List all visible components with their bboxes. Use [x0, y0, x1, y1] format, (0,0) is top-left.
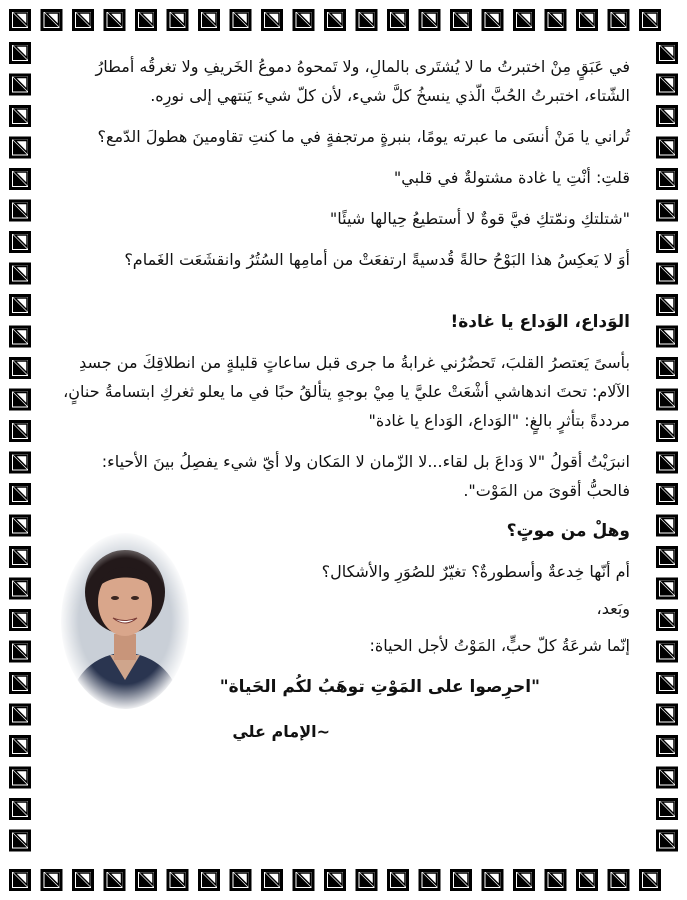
triangle-square-icon	[609, 11, 628, 30]
triangle-square-icon	[658, 642, 677, 661]
triangle-square-icon	[483, 11, 502, 30]
paragraph-4: "شتلتكِ ونمّتكِ فيَّ قوةٌ لا أستطيعُ حِيالها شيئًا"	[329, 209, 630, 228]
triangle-square-icon	[658, 453, 677, 472]
triangle-square-icon	[11, 264, 30, 283]
triangle-square-icon	[658, 579, 677, 598]
paragraph-2: تُراني يا مَنْ أنسَى ما عبرته يومًا، بنبرةٍ مرتجفةٍ في ما كنتِ تقاومينَ هطولَ الدّمع؟	[97, 127, 630, 146]
triangle-square-icon	[658, 768, 677, 787]
triangle-square-icon	[658, 75, 677, 94]
triangle-square-icon	[11, 579, 30, 598]
triangle-square-icon	[658, 170, 677, 189]
triangle-square-icon	[420, 11, 439, 30]
triangle-square-icon	[357, 871, 376, 890]
paragraph-7: انبرَيْتُ أقولُ "لا وَداعَ بل لقاء...لا الزّمان لا المَكان ولا أيّ شيء يفصِلُ بينَ الأحياء: فالحبُّ أقوىَ من المَوْت".	[101, 452, 630, 500]
paragraph-3: قلتِ: أنْتِ يا غادة مشتولةٌ في قلبي"	[393, 168, 630, 187]
triangle-square-icon	[578, 11, 597, 30]
triangle-square-icon	[326, 11, 345, 30]
triangle-square-icon	[658, 800, 677, 819]
triangle-square-icon	[483, 871, 502, 890]
triangle-square-icon	[420, 871, 439, 890]
triangle-square-icon	[11, 674, 30, 693]
triangle-square-icon	[11, 611, 30, 630]
triangle-square-icon	[11, 107, 30, 126]
triangle-square-icon	[11, 422, 30, 441]
triangle-square-icon	[658, 737, 677, 756]
triangle-square-icon	[658, 359, 677, 378]
triangle-square-icon	[658, 548, 677, 567]
triangle-square-icon	[11, 170, 30, 189]
triangle-square-icon	[11, 296, 30, 315]
triangle-square-icon	[11, 75, 30, 94]
paragraph-10: إنّما شرعَةُ كلّ حبٍّ، المَوْتُ لأجل الحياة:	[369, 636, 630, 655]
triangle-square-icon	[578, 871, 597, 890]
paragraph-6: بأسىً يَعتصرُ القلبَ، تَحضُرُني غرابةُ ما جرى قبل ساعاتٍ قليلةٍ من انطلاقِكَ من جسدِ الآلام: تحتَ اندهاشي أشْعَتْ عليَّ يا مِيْ بوجهٍ يتألقُ حبًا في ما يعلو ثغركِ ابتسامةُ حنانٍ، مرددةً بتأثرٍ بالغٍ: "الوَداع، الوَداع يا غادة"	[63, 353, 630, 430]
triangle-square-icon	[11, 737, 30, 756]
triangle-square-icon	[200, 11, 219, 30]
triangle-square-icon	[11, 516, 30, 535]
triangle-square-icon	[515, 871, 534, 890]
triangle-square-icon	[658, 233, 677, 252]
triangle-square-icon	[658, 611, 677, 630]
triangle-square-icon	[263, 871, 282, 890]
triangle-square-icon	[105, 871, 124, 890]
triangle-square-icon	[11, 831, 30, 850]
triangle-square-icon	[294, 871, 313, 890]
triangle-square-icon	[11, 359, 30, 378]
triangle-square-icon	[11, 453, 30, 472]
triangle-square-icon	[231, 11, 250, 30]
triangle-square-icon	[609, 871, 628, 890]
right-border	[647, 40, 687, 860]
heading-farewell: الوَداع، الوَداع يا غادة!	[450, 312, 630, 332]
attribution: ~الإمام علي	[232, 722, 330, 741]
triangle-square-icon	[546, 11, 565, 30]
triangle-square-icon	[11, 390, 30, 409]
triangle-square-icon	[641, 11, 660, 30]
triangle-square-icon	[11, 642, 30, 661]
triangle-square-icon	[658, 674, 677, 693]
paragraph-5: أوَ لا يَعكِسُ هذا البَوْحُ حالةً قُدسيةً ارتفعَتْ من أمامِها السُتُرُ وانقشَعَت الغَمام؟	[124, 250, 630, 269]
quote: "احرِصوا على المَوْتِ توهَبُ لكُم الحَياة"	[219, 677, 540, 697]
bottom-border	[0, 860, 687, 900]
triangle-square-icon	[200, 871, 219, 890]
top-border	[0, 0, 687, 40]
triangle-square-icon	[658, 516, 677, 535]
triangle-square-icon	[74, 871, 93, 890]
triangle-square-icon	[11, 201, 30, 220]
triangle-square-icon	[326, 871, 345, 890]
triangle-square-icon	[658, 44, 677, 63]
triangle-square-icon	[658, 705, 677, 724]
paragraph-1: في عَبَقٍ مِنْ اختبرتُ ما لا يُشتَرى بالمالِ، ولا تَمحوهُ دموعُ الخَريفِ ولا تغرقُه أمطارُ الشّتاء، اختبرتُ الحُبَّ الّذي ينسخُ كلَّ شيء، لأن كلّ شيء يَنتهي إلى نورِه.	[95, 57, 630, 105]
triangle-square-icon	[389, 11, 408, 30]
triangle-square-icon	[515, 11, 534, 30]
heading-death: وهلْ من موتٍ؟	[506, 521, 630, 541]
triangle-square-icon	[658, 296, 677, 315]
triangle-square-icon	[11, 44, 30, 63]
paragraph-9: وبَعد،	[596, 599, 630, 618]
triangle-square-icon	[658, 201, 677, 220]
triangle-square-icon	[452, 11, 471, 30]
portrait-photo	[58, 530, 192, 712]
triangle-square-icon	[11, 800, 30, 819]
triangle-square-icon	[658, 390, 677, 409]
triangle-square-icon	[42, 11, 61, 30]
triangle-square-icon	[357, 11, 376, 30]
triangle-square-icon	[658, 107, 677, 126]
triangle-square-icon	[74, 11, 93, 30]
page-content	[58, 52, 630, 852]
triangle-square-icon	[11, 11, 30, 30]
triangle-square-icon	[294, 11, 313, 30]
triangle-square-icon	[137, 11, 156, 30]
paragraph-8: أم أنّها خِدعةٌ وأسطورةٌ؟ تغيّرٌ للصُوَرِ والأشكال؟	[321, 562, 630, 581]
triangle-square-icon	[658, 138, 677, 157]
triangle-square-icon	[263, 11, 282, 30]
triangle-square-icon	[168, 11, 187, 30]
triangle-square-icon	[658, 831, 677, 850]
triangle-square-icon	[11, 871, 30, 890]
triangle-square-icon	[11, 327, 30, 346]
triangle-square-icon	[546, 871, 565, 890]
triangle-square-icon	[11, 768, 30, 787]
triangle-square-icon	[641, 871, 660, 890]
left-border	[0, 40, 40, 860]
triangle-square-icon	[658, 327, 677, 346]
triangle-square-icon	[11, 548, 30, 567]
triangle-square-icon	[11, 233, 30, 252]
triangle-square-icon	[42, 871, 61, 890]
triangle-square-icon	[11, 705, 30, 724]
triangle-square-icon	[389, 871, 408, 890]
triangle-square-icon	[231, 871, 250, 890]
triangle-square-icon	[452, 871, 471, 890]
triangle-square-icon	[11, 485, 30, 504]
triangle-square-icon	[105, 11, 124, 30]
triangle-square-icon	[168, 871, 187, 890]
triangle-square-icon	[11, 138, 30, 157]
triangle-square-icon	[658, 485, 677, 504]
triangle-square-icon	[137, 871, 156, 890]
triangle-square-icon	[658, 264, 677, 283]
triangle-square-icon	[658, 422, 677, 441]
